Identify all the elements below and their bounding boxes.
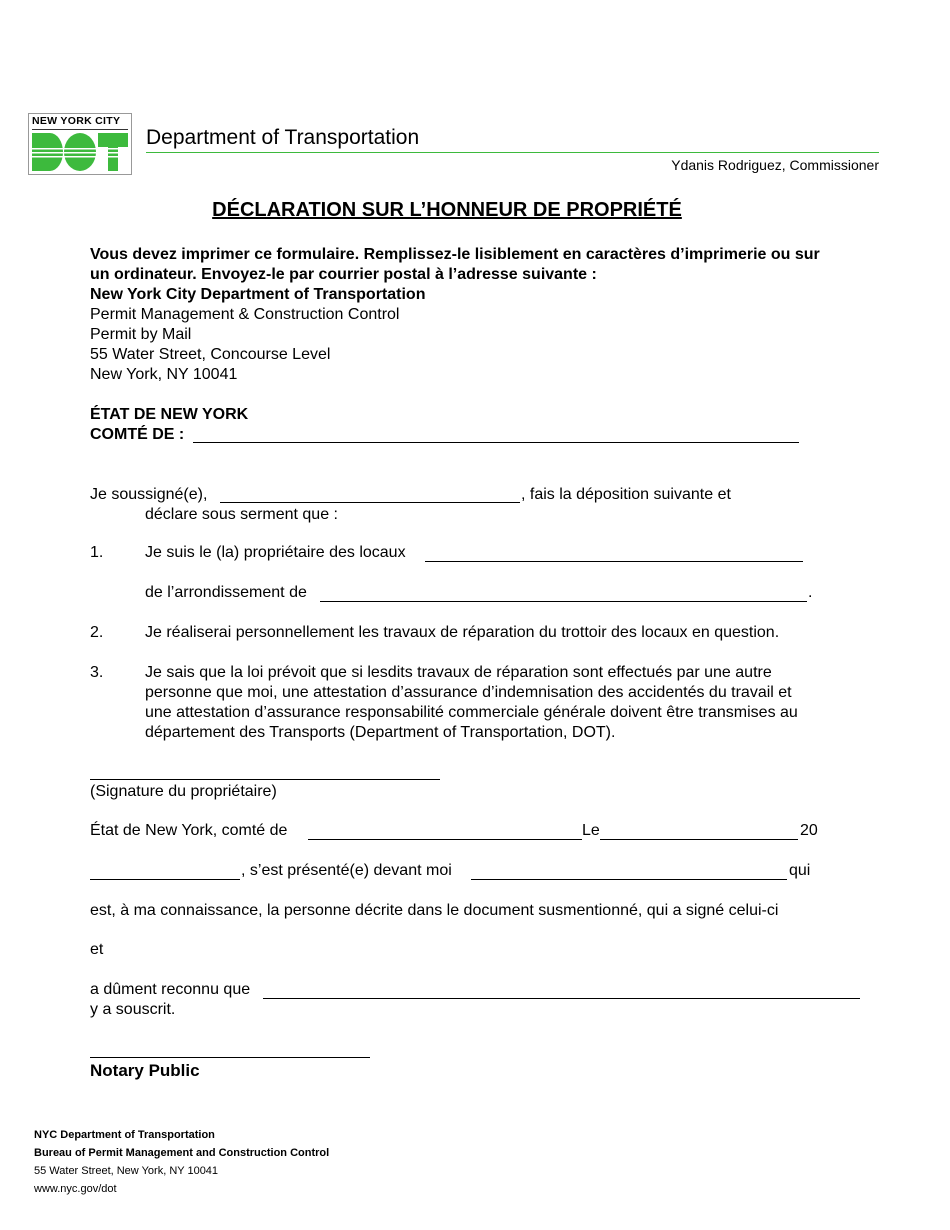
instructions-line: un ordinateur. Envoyez-le par courrier postal à l’adresse suivante : <box>90 266 597 283</box>
footer-line: 55 Water Street, New York, NY 10041 <box>34 1165 219 1177</box>
footer-line: Bureau of Permit Management and Construction Control <box>34 1147 330 1159</box>
date-label: Le <box>582 822 600 839</box>
instructions-line: Vous devez imprimer ce formulaire. Remplissez-le lisiblement en caractères d’imprimerie ou sur <box>90 246 820 263</box>
item-text: Je réaliserai personnellement les travaux de réparation du trottoir des locaux en question. <box>145 624 780 641</box>
subscribed-text: y a souscrit. <box>90 1001 176 1018</box>
signature-label: (Signature du propriétaire) <box>90 783 277 800</box>
item-text: Je suis le (la) propriétaire des locaux <box>145 544 406 561</box>
page-title: DÉCLARATION SUR L’HONNEUR DE PROPRIÉTÉ <box>212 199 682 221</box>
date-field[interactable] <box>600 839 798 840</box>
borough-label: de l’arrondissement de <box>145 584 307 601</box>
deposition-text: , fais la déposition suivante et <box>521 486 731 503</box>
premises-field[interactable] <box>425 561 803 562</box>
nyc-dot-logo <box>28 113 132 175</box>
commissioner: Ydanis Rodriguez, Commissioner <box>671 157 879 173</box>
borough-field[interactable] <box>320 601 807 602</box>
item-number: 2. <box>90 624 104 641</box>
item-number: 1. <box>90 544 104 561</box>
county-field[interactable] <box>193 442 799 443</box>
item-text: département des Transports (Department of Transportation, DOT). <box>145 724 616 741</box>
county-label: COMTÉ DE : <box>90 426 185 443</box>
header-rule <box>146 152 879 153</box>
item-number: 3. <box>90 664 104 681</box>
footer-url[interactable]: www.nyc.gov/dot <box>34 1183 117 1195</box>
qui-text: qui <box>789 862 811 879</box>
deponent-name-field[interactable] <box>220 502 520 503</box>
owner-signature-field[interactable] <box>90 779 440 780</box>
mail-address-line: 55 Water Street, Concourse Level <box>90 346 331 363</box>
known-text: est, à ma connaissance, la personne décrite dans le document susmentionné, qui a signé celui-ci <box>90 902 779 919</box>
mail-address-line: Permit by Mail <box>90 326 192 343</box>
ack-field[interactable] <box>263 998 860 999</box>
ack-text: a dûment reconnu que <box>90 981 251 998</box>
deposition-text: déclare sous serment que : <box>145 506 338 523</box>
notary-county-label: État de New York, comté de <box>90 822 288 839</box>
mail-address-line: New York, NY 10041 <box>90 366 238 383</box>
item-text: une attestation d’assurance responsabilité commerciale générale doivent être transmises au <box>145 704 798 721</box>
year-label: 20 <box>800 822 818 839</box>
appearing-person-field[interactable] <box>471 879 787 880</box>
dot-mark-icon <box>32 133 128 171</box>
logo-text: NEW YORK CITY <box>32 115 121 127</box>
day-field[interactable] <box>90 879 240 880</box>
footer-line: NYC Department of Transportation <box>34 1129 215 1141</box>
mail-address-line: Permit Management & Construction Control <box>90 306 400 323</box>
notary-public-label: Notary Public <box>90 1061 200 1080</box>
period: . <box>808 584 813 601</box>
notary-county-field[interactable] <box>308 839 582 840</box>
appeared-text: , s’est présenté(e) devant moi <box>241 862 452 879</box>
department-name: Department of Transportation <box>146 126 420 149</box>
deposition-label: Je soussigné(e), <box>90 486 208 503</box>
et-text: et <box>90 941 104 958</box>
notary-signature-field[interactable] <box>90 1057 370 1058</box>
state-label: ÉTAT DE NEW YORK <box>90 406 249 423</box>
item-text: Je sais que la loi prévoit que si lesdits travaux de réparation sont effectués par une autre <box>145 664 772 681</box>
mail-org: New York City Department of Transportation <box>90 286 426 303</box>
item-text: personne que moi, une attestation d’assurance d’indemnisation des accidentés du travail et <box>145 684 792 701</box>
